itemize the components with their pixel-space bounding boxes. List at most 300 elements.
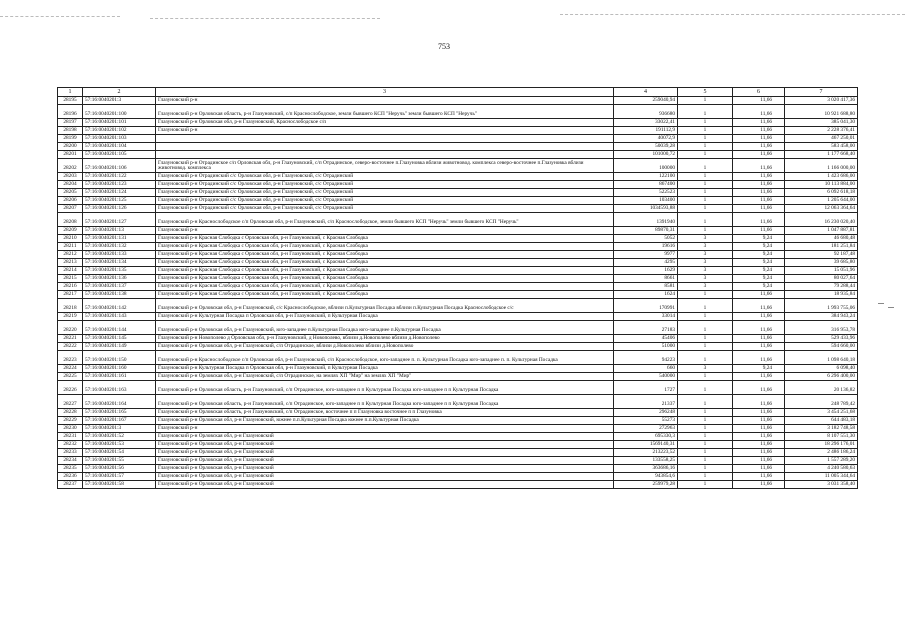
table-row [58, 441, 858, 449]
table-row [58, 243, 858, 251]
row-number-cell: 28231 [58, 433, 83, 441]
value-cell: 316 953,78 [785, 321, 858, 335]
scan-artifact-line [0, 16, 120, 17]
area-cell: 4295 [614, 259, 678, 267]
location-cell: Глазуновский р-н Отрадинский с/с Орловская обл, р-н Глазуновский, с/с Отрадинский [156, 197, 614, 205]
group-cell: 1 [678, 135, 733, 143]
cadastral-number-cell: 57:16:0040201:167 [83, 417, 156, 425]
area-cell: 191112,9 [614, 127, 678, 135]
row-number-cell: 28237 [58, 481, 83, 489]
row-number-cell: 28219 [58, 313, 83, 321]
group-cell: 1 [678, 449, 733, 457]
value-cell: 467 250,01 [785, 135, 858, 143]
row-number-cell: 28225 [58, 373, 83, 381]
location-cell: Глазуновский р-н Орловская обл, р-н Глазуновский, с/п Отрадинское, вблизи д.Новополево вблизи д.Новополево [156, 343, 614, 351]
value-cell: 8 107 551,30 [785, 433, 858, 441]
table-row [58, 251, 858, 259]
rate-cell: 11,66 [733, 473, 785, 481]
group-cell: 1 [678, 205, 733, 213]
area-cell: 1391940 [614, 213, 678, 227]
area-cell: 1624 [614, 291, 678, 299]
table-row [58, 473, 858, 481]
group-cell: 1 [678, 335, 733, 343]
rate-cell: 11,66 [733, 127, 785, 135]
table-row [58, 433, 858, 441]
location-cell: Глазуновский р-н Орловская обл, р-н Глазуновский [156, 433, 614, 441]
cadastral-number-cell: 57:16:0040201:106 [83, 159, 156, 173]
rate-cell: 9,24 [733, 275, 785, 283]
rate-cell: 11,66 [733, 457, 785, 465]
location-cell: Глазуновский р-н Орловская обл, р-н Глазуновский [156, 465, 614, 473]
area-cell: 1034593,88 [614, 205, 678, 213]
group-cell: 3 [678, 259, 733, 267]
rate-cell: 9,24 [733, 243, 785, 251]
rate-cell: 11,66 [733, 335, 785, 343]
value-cell: 3 020 417,36 [785, 97, 858, 105]
table-row [58, 335, 858, 343]
rate-cell: 9,24 [733, 235, 785, 243]
location-cell: Глазуновский р-н Красная Слободка с Орловская обл, р-н Глазуновский, с Красная Слободка [156, 267, 614, 275]
group-cell: 1 [678, 433, 733, 441]
table-row [58, 365, 858, 373]
table-row [58, 143, 858, 151]
group-cell: 1 [678, 127, 733, 135]
row-number-cell: 28228 [58, 409, 83, 417]
value-cell: 18 296 176,01 [785, 441, 858, 449]
cadastral-number-cell: 57:16:0040201:138 [83, 291, 156, 299]
row-number-cell: 28221 [58, 335, 83, 343]
value-cell: 1 166 000,00 [785, 159, 858, 173]
group-cell: 1 [678, 473, 733, 481]
area-cell: 33014 [614, 313, 678, 321]
value-cell: 583 458,00 [785, 143, 858, 151]
row-number-cell: 28236 [58, 473, 83, 481]
table-row [58, 189, 858, 197]
group-cell: 1 [678, 143, 733, 151]
row-number-cell: 28214 [58, 267, 83, 275]
rate-cell: 9,24 [733, 259, 785, 267]
location-cell: Глазуновский р-н Отрадинский с/с Орловская обл, р-н Глазуновский, с/с Отрадинский [156, 181, 614, 189]
cadastral-number-cell: 57:16:0040201:54 [83, 449, 156, 457]
table-row [58, 449, 858, 457]
area-cell: 1569140,31 [614, 441, 678, 449]
cadastral-number-cell: 57:16:0040201:126 [83, 205, 156, 213]
table-row [58, 381, 858, 395]
table-row [58, 235, 858, 243]
location-cell: Глазуновский р-н Красная Слободка с Орловская обл, р-н Глазуновский, с Красная Слободка [156, 243, 614, 251]
table-row [58, 197, 858, 205]
value-cell: 644 483,18 [785, 417, 858, 425]
cadastral-number-cell: 57:16:0040201:136 [83, 275, 156, 283]
rate-cell: 11,66 [733, 159, 785, 173]
table-row [58, 173, 858, 181]
cadastral-number-cell: 57:16:0040201:133 [83, 251, 156, 259]
cadastral-number-cell: 57:16:0040201:135 [83, 267, 156, 275]
scan-artifact-line [150, 18, 380, 19]
area-cell: 94223 [614, 351, 678, 365]
group-cell: 3 [678, 251, 733, 259]
table-row [58, 425, 858, 433]
table-row [58, 135, 858, 143]
rate-cell: 11,66 [733, 395, 785, 409]
table-row [58, 181, 858, 189]
cadastral-number-cell: 57:16:0040201:3 [83, 425, 156, 433]
rate-cell: 9,24 [733, 251, 785, 259]
location-cell: Глазуновский р-н Отрадинское с/п Орловская обл, р-н Глазуновский, с/п Отрадинское, северо-восточнее п.Глазуновка вблизи животновод. комплекса северо-восточнее п.Глазуновка вблизи животновод. комплекса [156, 159, 614, 173]
location-cell [156, 151, 614, 159]
row-number-cell: 28206 [58, 197, 83, 205]
area-cell: 1727 [614, 381, 678, 395]
cadastral-number-cell: 57:16:0040201:127 [83, 213, 156, 227]
table-row [58, 227, 858, 235]
column-header: 5 [678, 88, 733, 97]
area-cell: 9977 [614, 251, 678, 259]
value-cell: 79 288,44 [785, 283, 858, 291]
location-cell: Глазуновский р-н Отрадинский с/с Орловская обл, р-н Глазуновский, с/с Отрадинский [156, 205, 614, 213]
rate-cell: 11,66 [733, 433, 785, 441]
rate-cell: 11,66 [733, 291, 785, 299]
rate-cell: 11,66 [733, 151, 785, 159]
area-cell: 522523 [614, 189, 678, 197]
location-cell: Глазуновский р-н Отрадинский с/с Орловская обл, р-н Глазуновский, с/с Отрадинский [156, 189, 614, 197]
rate-cell: 11,66 [733, 197, 785, 205]
row-number-cell: 28201 [58, 151, 83, 159]
cadastral-number-cell: 57:16:0040201:105 [83, 151, 156, 159]
table-row [58, 119, 858, 127]
group-cell: 1 [678, 373, 733, 381]
location-cell: Глазуновский р-н Культурная Посадка п Орловская обл, р-н Глазуновский, п Культурная Посадка [156, 313, 614, 321]
location-cell: Глазуновский р-н Красная Слободка с Орловская обл, р-н Глазуновский, с Красная Слободка [156, 291, 614, 299]
rate-cell: 11,66 [733, 119, 785, 127]
area-cell: 660 [614, 365, 678, 373]
value-cell: 6 098,40 [785, 365, 858, 373]
location-cell: Глазуновский р-н Культурная Посадка п Орловская обл, р-н Глазуновский, п Культурная Посадка [156, 365, 614, 373]
cadastral-number-cell: 57:16:0040201:164 [83, 395, 156, 409]
location-cell: Глазуновский р-н Новополево д Орловская обл, р-н Глазуновский, д Новополево, вблизи д.Новополево вблизи д.Новополево [156, 335, 614, 343]
value-cell: 15 051,96 [785, 267, 858, 275]
column-header: 7 [785, 88, 858, 97]
area-cell: 27183 [614, 321, 678, 335]
area-cell: 122100 [614, 173, 678, 181]
cadastral-number-cell: 57:16:0040201:125 [83, 197, 156, 205]
table-row [58, 373, 858, 381]
row-number-cell: 28207 [58, 205, 83, 213]
location-cell: Глазуновский р-н Орловская обл, р-н Глазуновский [156, 473, 614, 481]
area-cell: 55273 [614, 417, 678, 425]
row-number-cell: 28218 [58, 299, 83, 313]
area-cell: 213223,52 [614, 449, 678, 457]
area-cell: 8581 [614, 283, 678, 291]
group-cell: 1 [678, 321, 733, 335]
cadastral-number-cell: 57:16:0040201:103 [83, 135, 156, 143]
value-cell: 2 228 376,41 [785, 127, 858, 135]
rate-cell: 11,66 [733, 299, 785, 313]
table-row [58, 313, 858, 321]
scan-artifact-line [560, 14, 905, 15]
table-row [58, 343, 858, 351]
group-cell: 1 [678, 417, 733, 425]
table-row [58, 205, 858, 213]
group-cell: 1 [678, 97, 733, 105]
rate-cell: 11,66 [733, 441, 785, 449]
value-cell: 80 027,64 [785, 275, 858, 283]
location-cell: Глазуновский р-н Орловская обл, р-н Глазуновский, с/с Краснослободское, вблизи п.Культурная Посадка вблизи п.Культурная Посадка Краснослободское с/с [156, 299, 614, 313]
cadastral-number-cell: 57:16:0040201:161 [83, 373, 156, 381]
group-cell: 1 [678, 151, 733, 159]
cadastral-number-cell: 57:16:0040201:142 [83, 299, 156, 313]
area-cell: 695330,3 [614, 433, 678, 441]
row-number-cell: 28199 [58, 135, 83, 143]
area-cell: 51000 [614, 343, 678, 351]
table-row [58, 267, 858, 275]
row-number-cell: 28213 [58, 259, 83, 267]
cadastral-number-cell: 57:16:0040201:55 [83, 457, 156, 465]
cadastral-number-cell: 57:16:0040201:13 [83, 227, 156, 235]
row-number-cell: 28208 [58, 213, 83, 227]
table-row [58, 465, 858, 473]
row-number-cell: 28203 [58, 173, 83, 181]
location-cell: Глазуновский р-н Орловская обл, р-н Глазуновский [156, 481, 614, 489]
area-cell: 936680 [614, 105, 678, 119]
area-cell: 33022,41 [614, 119, 678, 127]
value-cell: 594 660,00 [785, 343, 858, 351]
value-cell: 3 182 748,58 [785, 425, 858, 433]
rate-cell: 11,66 [733, 313, 785, 321]
area-cell: 21337 [614, 395, 678, 409]
value-cell: 385 041,30 [785, 119, 858, 127]
value-cell: 3 454 251,68 [785, 409, 858, 417]
area-cell: 8661 [614, 275, 678, 283]
group-cell: 3 [678, 235, 733, 243]
cadastral-number-cell: 57:16:0040201:123 [83, 181, 156, 189]
value-cell: 3 031 358,40 [785, 481, 858, 489]
value-cell: 6 296 400,00 [785, 373, 858, 381]
value-cell: 248 789,42 [785, 395, 858, 409]
cadastral-number-cell: 57:16:0040201:57 [83, 473, 156, 481]
area-cell: 943854,6 [614, 473, 678, 481]
row-number-cell: 28204 [58, 181, 83, 189]
value-cell: 20 136,82 [785, 381, 858, 395]
column-header: 6 [733, 88, 785, 97]
rate-cell: 11,66 [733, 381, 785, 395]
area-cell: 867400 [614, 181, 678, 189]
group-cell: 1 [678, 291, 733, 299]
rate-cell: 11,66 [733, 205, 785, 213]
cadastral-number-cell: 57:16:0040201:131 [83, 235, 156, 243]
table-row [58, 213, 858, 227]
table-row [58, 481, 858, 489]
value-cell: 18 935,84 [785, 291, 858, 299]
location-cell: Глазуновский р-н [156, 425, 614, 433]
page-number: 753 [438, 42, 450, 51]
rate-cell: 11,66 [733, 189, 785, 197]
row-number-cell: 28195 [58, 97, 83, 105]
value-cell: 10 921 688,80 [785, 105, 858, 119]
value-cell: 39 685,80 [785, 259, 858, 267]
group-cell: 3 [678, 243, 733, 251]
table-row [58, 417, 858, 425]
table-row [58, 151, 858, 159]
table-row [58, 259, 858, 267]
row-number-cell: 28216 [58, 283, 83, 291]
group-cell: 1 [678, 425, 733, 433]
table-row [58, 395, 858, 409]
area-cell: 45406 [614, 335, 678, 343]
location-cell: Глазуновский р-н Орловская обл, р-н Глазуновский, Краснослободское с/п [156, 119, 614, 127]
cadastral-number-cell: 57:16:0040201:100 [83, 105, 156, 119]
area-cell: 101000,72 [614, 151, 678, 159]
location-cell: Глазуновский р-н Орловская обл, р-н Глазуновский, юго-западнее п.Культурная Посадка юго-западнее п.Культурная Посадка [156, 321, 614, 335]
rate-cell: 11,66 [733, 143, 785, 151]
location-cell: Глазуновский р-н Орловская область, р-н Глазуновский, с/п Отрадинское, юго-западнее п п Культурная Посадка юго-западнее п п Культурная Посадка [156, 381, 614, 395]
rate-cell: 11,66 [733, 343, 785, 351]
cadastral-number-cell: 57:16:0040201:144 [83, 321, 156, 335]
location-cell: Глазуновский р-н Орловская обл, р-н Глазуновский [156, 457, 614, 465]
row-number-cell: 28210 [58, 235, 83, 243]
rate-cell: 11,66 [733, 465, 785, 473]
column-header: 1 [58, 88, 83, 97]
group-cell: 3 [678, 275, 733, 283]
cadastral-number-cell: 57:16:0040201:104 [83, 143, 156, 151]
row-number-cell: 28197 [58, 119, 83, 127]
location-cell: Глазуновский р-н Орловская обл, р-н Глазуновский, южнее п.п.Культурная Посадка южнее п.п.Культурная Посадка [156, 417, 614, 425]
group-cell: 1 [678, 189, 733, 197]
rate-cell: 11,66 [733, 425, 785, 433]
rate-cell: 11,66 [733, 97, 785, 105]
cadastral-number-cell: 57:16:0040201:160 [83, 365, 156, 373]
value-cell: 1 423 686,00 [785, 173, 858, 181]
area-cell: 170991 [614, 299, 678, 313]
rate-cell: 11,66 [733, 173, 785, 181]
row-number-cell: 28205 [58, 189, 83, 197]
row-number-cell: 28198 [58, 127, 83, 135]
rate-cell: 11,66 [733, 213, 785, 227]
row-number-cell: 28226 [58, 381, 83, 395]
location-cell [156, 143, 614, 151]
rate-cell: 11,66 [733, 373, 785, 381]
table-row [58, 159, 858, 173]
table-row [58, 351, 858, 365]
row-number-cell: 28212 [58, 251, 83, 259]
group-cell: 1 [678, 343, 733, 351]
land-parcel-table [57, 87, 858, 489]
cadastral-number-cell: 57:16:0040201:149 [83, 343, 156, 351]
column-header: 3 [156, 88, 614, 97]
rate-cell: 11,66 [733, 181, 785, 189]
rate-cell: 11,66 [733, 321, 785, 335]
row-number-cell: 28232 [58, 441, 83, 449]
group-cell: 1 [678, 299, 733, 313]
location-cell [156, 135, 614, 143]
rate-cell: 9,24 [733, 267, 785, 275]
row-number-cell: 28224 [58, 365, 83, 373]
value-cell: 1 177 668,40 [785, 151, 858, 159]
location-cell: Глазуновский р-н Красная Слободка с Орловская обл, р-н Глазуновский, с Красная Слободка [156, 275, 614, 283]
value-cell: 16 230 020,40 [785, 213, 858, 227]
location-cell: Глазуновский р-н [156, 97, 614, 105]
group-cell: 1 [678, 313, 733, 321]
group-cell: 1 [678, 213, 733, 227]
group-cell: 1 [678, 381, 733, 395]
cadastral-number-cell: 57:16:0040201:163 [83, 381, 156, 395]
table-row [58, 283, 858, 291]
group-cell: 1 [678, 159, 733, 173]
cadastral-number-cell: 57:16:0040201:134 [83, 259, 156, 267]
cadastral-number-cell: 57:16:0040201:56 [83, 465, 156, 473]
row-number-cell: 28233 [58, 449, 83, 457]
row-number-cell: 28200 [58, 143, 83, 151]
group-cell: 1 [678, 119, 733, 127]
row-number-cell: 28215 [58, 275, 83, 283]
cadastral-number-cell: 57:16:0040201:3 [83, 97, 156, 105]
location-cell: Глазуновский р-н Орловская область, р-н Глазуновский, с/п Отрадинское, юго-западнее п п Культурная Посадка юго-западнее п п Культурная Посадка [156, 395, 614, 409]
value-cell: 92 187,48 [785, 251, 858, 259]
area-cell: 272963 [614, 425, 678, 433]
row-number-cell: 28202 [58, 159, 83, 173]
location-cell: Глазуновский р-н Краснослободское с/п Орловская обл, р-н Глазуновский, с/п Краснослободское, земли бывшего КСП "Неручь" земли бывшего КСП "Неручь" [156, 213, 614, 227]
table-row [58, 457, 858, 465]
group-cell: 3 [678, 365, 733, 373]
location-cell: Глазуновский р-н Орловская обл, р-н Глазуновский [156, 441, 614, 449]
cadastral-number-cell: 57:16:0040201:124 [83, 189, 156, 197]
row-number-cell: 28209 [58, 227, 83, 235]
cadastral-number-cell: 57:16:0040201:53 [83, 441, 156, 449]
area-cell: 100000 [614, 159, 678, 173]
area-cell: 19616 [614, 243, 678, 251]
area-cell: 103400 [614, 197, 678, 205]
cadastral-number-cell: 57:16:0040201:137 [83, 283, 156, 291]
group-cell: 1 [678, 457, 733, 465]
area-cell: 540000 [614, 373, 678, 381]
value-cell: 2 486 186,24 [785, 449, 858, 457]
row-number-cell: 28223 [58, 351, 83, 365]
value-cell: 12 063 364,64 [785, 205, 858, 213]
value-cell: 1 098 640,18 [785, 351, 858, 365]
value-cell: 6 092 618,18 [785, 189, 858, 197]
row-number-cell: 28220 [58, 321, 83, 335]
value-cell: 4 240 580,63 [785, 465, 858, 473]
cadastral-number-cell: 57:16:0040201:58 [83, 481, 156, 489]
row-number-cell: 28235 [58, 465, 83, 473]
location-cell: Глазуновский р-н Орловская область, р-н Глазуновский, с/п Краснослободское, земли бывшего КСП "Неручь" земли бывшего КСП "Неручь" [156, 105, 614, 119]
group-cell: 1 [678, 395, 733, 409]
area-cell: 296248 [614, 409, 678, 417]
cadastral-number-cell: 57:16:0040201:101 [83, 119, 156, 127]
rate-cell: 11,66 [733, 409, 785, 417]
column-header: 2 [83, 88, 156, 97]
location-cell: Глазуновский р-н Красная Слободка с Орловская обл, р-н Глазуновский, с Красная Слободка [156, 251, 614, 259]
table-header-row [58, 88, 858, 97]
area-cell: 259979,28 [614, 481, 678, 489]
area-cell: 5052 [614, 235, 678, 243]
group-cell: 3 [678, 283, 733, 291]
rate-cell: 11,66 [733, 449, 785, 457]
value-cell: 181 251,84 [785, 243, 858, 251]
group-cell: 1 [678, 465, 733, 473]
area-cell: 89870,31 [614, 227, 678, 235]
location-cell: Глазуновский р-н Орловская обл, р-н Глазуновский, с/п Отрадинское, на землях ХП "Мир" на землях ХП "Мир" [156, 373, 614, 381]
group-cell: 1 [678, 227, 733, 235]
value-cell: 11 005 344,64 [785, 473, 858, 481]
value-cell: 1 047 887,81 [785, 227, 858, 235]
table-row [58, 97, 858, 105]
location-cell: Глазуновский р-н [156, 127, 614, 135]
group-cell: 1 [678, 481, 733, 489]
value-cell: 1 205 644,00 [785, 197, 858, 205]
value-cell: 1 557 289,20 [785, 457, 858, 465]
table-row [58, 275, 858, 283]
location-cell: Глазуновский р-н Отрадинский с/с Орловская обл, р-н Глазуновский, с/с Отрадинский [156, 173, 614, 181]
